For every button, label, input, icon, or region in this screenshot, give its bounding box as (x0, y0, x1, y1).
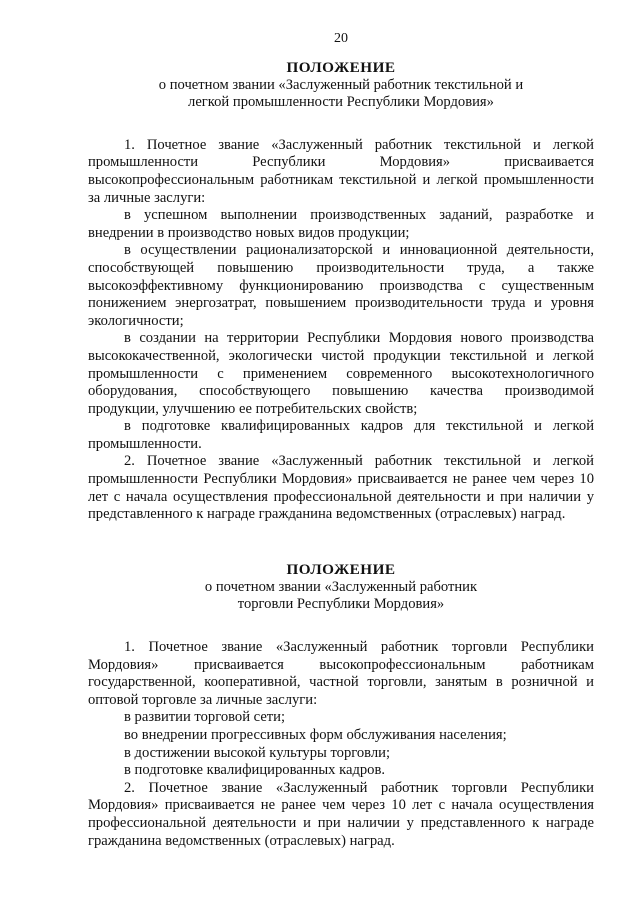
document-page (88, 30, 594, 850)
paragraph: в достижении высокой культуры торговли; (124, 744, 391, 761)
section-subtitle (88, 579, 594, 614)
paragraph: в развитии торговой сети; (124, 709, 286, 726)
paragraph: 1. Почетное звание «Заслуженный работник торговли Республики Мордовия» присваивается высокопрофессиональным работникам государственной, кооперативной, частной торговли, занятым в розничной и оптовой торговле за личные заслуги: (88, 639, 594, 708)
paragraph: в подготовке квалифицированных кадров. (124, 762, 386, 779)
subtitle-line: о почетном звании «Заслуженный работник (204, 578, 478, 595)
section-spacer (88, 524, 594, 561)
paragraph: 2. Почетное звание «Заслуженный работник текстильной и легкой промышленности Республики Мордовия» присваивается не ранее чем через 10 лет с начала осуществления профессиональной деятельности и при наличии у представленного к награде гражданина ведомственных (отраслевых) наград. (88, 453, 594, 523)
subtitle-line: торговли Республики Мордовия» (237, 596, 445, 613)
paragraph: 2. Почетное звание «Заслуженный работник торговли Республики Мордовия» присваивается не ранее чем через 10 лет с начала осуществления профессиональной деятельности и при наличии у представленного к награде гражданина ведомственных (отраслевых) наград. (88, 779, 594, 849)
paragraph: во внедрении прогрессивных форм обслуживания населения; (124, 727, 507, 743)
section-subtitle (88, 77, 594, 112)
regulation-trade (88, 561, 594, 850)
paragraph: в подготовке квалифицированных кадров для текстильной и легкой промышленности. (88, 418, 594, 452)
paragraph: в создании на территории Республики Мордовия нового производства высококачественной, экологически чистой продукции текстильной и легкой промышленности с применением современного высокотехнологичного оборудования, способствующего повышению качества производимой продукции, улучшению ее потребительских свойств; (88, 330, 594, 417)
regulation-textile-industry (88, 59, 594, 524)
subtitle-line: легкой промышленности Республики Мордовия» (188, 94, 494, 111)
paragraph: в осуществлении рационализаторской и инновационной деятельности, способствующей повышению производительности труда, а также высокоэффективному функционированию производства с существенным понижением энергозатрат, повышением производительности труда и уровня экологичности; (88, 242, 594, 329)
section-title: ПОЛОЖЕНИЕ (286, 560, 396, 578)
section-title: ПОЛОЖЕНИЕ (286, 58, 396, 76)
subtitle-line: о почетном звании «Заслуженный работник текстильной и (158, 76, 524, 93)
page-number: 20 (334, 31, 348, 46)
paragraph: 1. Почетное звание «Заслуженный работник текстильной и легкой промышленности Республики Мордовия» присваивается высокопрофессиональным работникам текстильной и легкой промышленности за личные заслуги: (88, 136, 594, 206)
paragraph: в успешном выполнении производственных заданий, разработке и внедрении в производство новых видов продукции; (88, 207, 594, 241)
